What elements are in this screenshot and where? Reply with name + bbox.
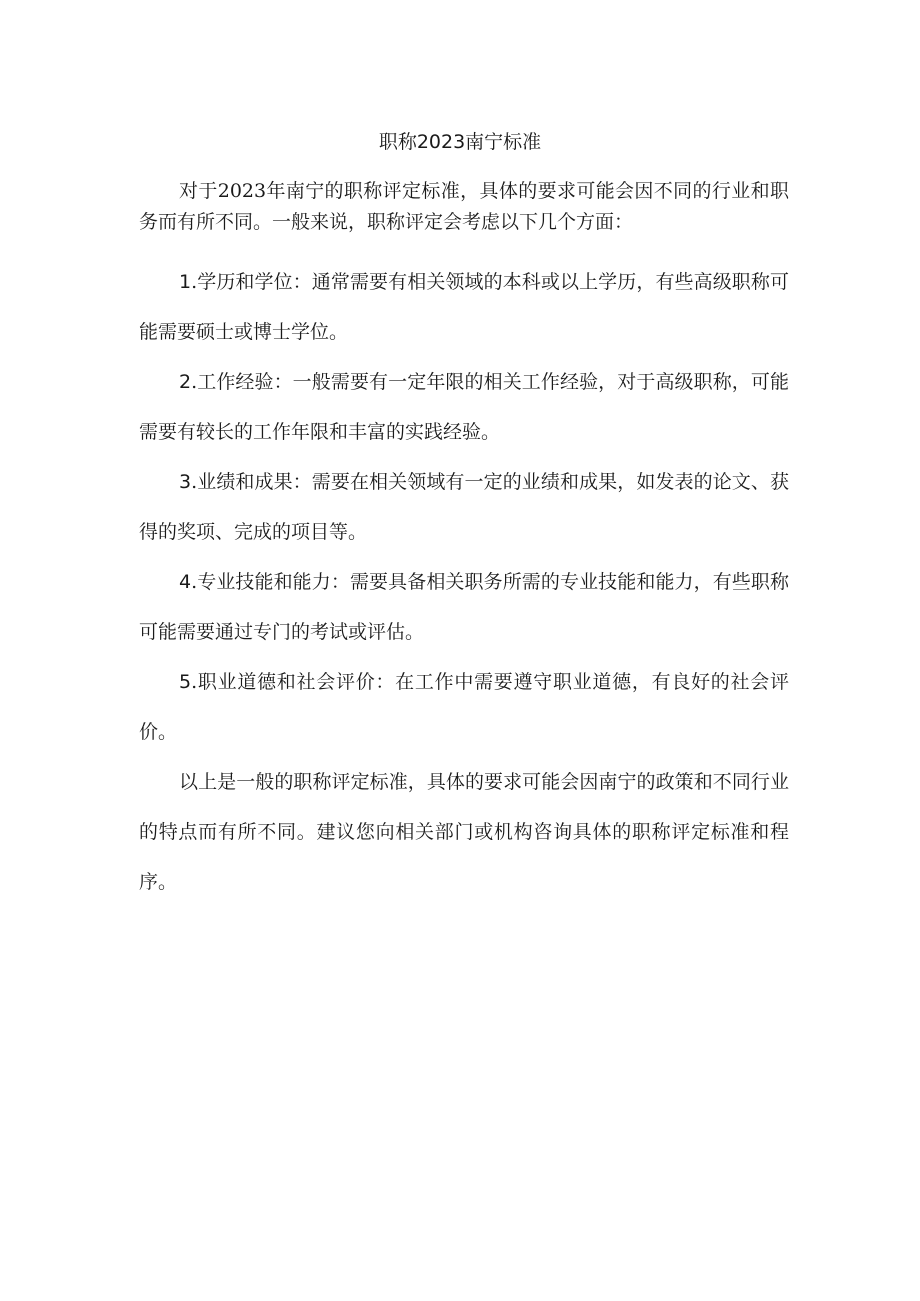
closing-paragraph: 以上是一般的职称评定标准，具体的要求可能会因南宁的政策和不同行业的特点而有所不同。建议您向相关部门或机构咨询具体的职称评定标准和程序。 (139, 771, 789, 893)
list-item (139, 457, 789, 557)
item-text: .学历和学位：通常需要有相关领域的本科或以上学历，有些高级职称可能需要硕士或博士学位。 (139, 271, 789, 343)
document-body (139, 176, 789, 907)
item-number: 2 (179, 371, 192, 393)
item-number: 3 (179, 471, 192, 493)
list-item (139, 657, 789, 757)
list-item (139, 357, 789, 457)
list-item (139, 257, 789, 357)
item-text: .专业技能和能力：需要具备相关职务所需的专业技能和能力，有些职称可能需要通过专门的考试或评估。 (139, 571, 789, 643)
item-text: .业绩和成果：需要在相关领域有一定的业绩和成果，如发表的论文、获得的奖项、完成的项目等。 (139, 471, 789, 543)
intro-paragraph: 对于2023年南宁的职称评定标准，具体的要求可能会因不同的行业和职务而有所不同。一般来说，职称评定会考虑以下几个方面： (139, 180, 789, 233)
list-item (139, 557, 789, 657)
item-number: 1 (179, 271, 192, 293)
item-number: 4 (179, 571, 192, 593)
item-text: .职业道德和社会评价：在工作中需要遵守职业道德，有良好的社会评价。 (139, 671, 789, 743)
item-text: .工作经验：一般需要有一定年限的相关工作经验，对于高级职称，可能需要有较长的工作年限和丰富的实践经验。 (139, 371, 789, 443)
item-number: 5 (179, 671, 192, 693)
document-title: 职称2023南宁标准 (378, 131, 542, 153)
